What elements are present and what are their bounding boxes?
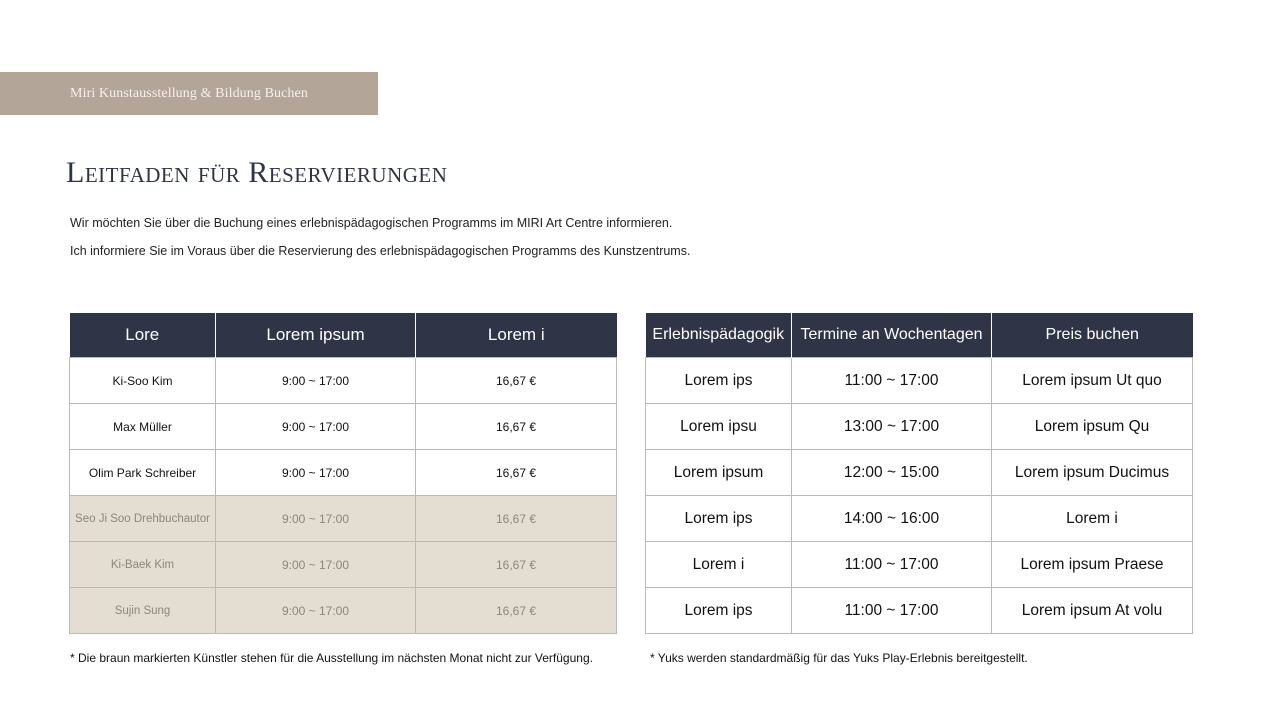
price-cell: Lorem ipsum Praese — [992, 542, 1193, 588]
table-row — [646, 542, 1193, 588]
artists-table-header — [70, 313, 617, 358]
price-cell: 16,67 € — [416, 496, 617, 542]
time-cell: 9:00 ~ 17:00 — [216, 496, 416, 542]
artist-name-cell: Seo Ji Soo Drehbuchautor — [70, 496, 216, 542]
price-cell: Lorem i — [992, 496, 1193, 542]
price-cell: 16,67 € — [416, 358, 617, 404]
time-cell: 11:00 ~ 17:00 — [792, 588, 992, 634]
artist-name-cell: Ki-Baek Kim — [70, 542, 216, 588]
time-cell: 9:00 ~ 17:00 — [216, 542, 416, 588]
artist-name-cell: Ki-Soo Kim — [70, 358, 216, 404]
table-row-unavailable — [70, 496, 617, 542]
table-row — [646, 404, 1193, 450]
table-row — [646, 358, 1193, 404]
program-table — [645, 313, 1193, 634]
program-cell: Lorem ipsum — [646, 450, 792, 496]
program-table-footnote: * Yuks werden standardmäßig für das Yuks Play-Erlebnis bereitgestellt. — [650, 651, 1028, 665]
column-header: Lore — [70, 313, 216, 358]
price-cell: Lorem ipsum Qu — [992, 404, 1193, 450]
price-cell: 16,67 € — [416, 404, 617, 450]
time-cell: 13:00 ~ 17:00 — [792, 404, 992, 450]
intro-line-1: Wir möchten Sie über die Buchung eines erlebnispädagogischen Programms im MIRI Art Centre informieren. — [70, 216, 673, 230]
table-row — [70, 450, 617, 496]
artist-name-cell: Max Müller — [70, 404, 216, 450]
page-title: Leitfaden für Reservierungen — [66, 156, 448, 189]
table-row — [70, 404, 617, 450]
price-cell: 16,67 € — [416, 588, 617, 634]
time-cell: 12:00 ~ 15:00 — [792, 450, 992, 496]
column-header: Erlebnispädagogik — [646, 313, 792, 358]
table-row — [646, 496, 1193, 542]
time-cell: 14:00 ~ 16:00 — [792, 496, 992, 542]
program-cell: Lorem ips — [646, 496, 792, 542]
time-cell: 9:00 ~ 17:00 — [216, 358, 416, 404]
time-cell: 11:00 ~ 17:00 — [792, 542, 992, 588]
program-table-header — [646, 313, 1193, 358]
table-row-unavailable — [70, 588, 617, 634]
artists-table-footnote: * Die braun markierten Künstler stehen für die Ausstellung im nächsten Monat nicht zur Verfügung. — [70, 651, 593, 665]
column-header: Lorem ipsum — [216, 313, 416, 358]
table-row — [646, 588, 1193, 634]
price-cell: Lorem ipsum Ducimus — [992, 450, 1193, 496]
column-header: Preis buchen — [992, 313, 1193, 358]
artists-table — [69, 313, 617, 634]
time-cell: 9:00 ~ 17:00 — [216, 404, 416, 450]
price-cell: Lorem ipsum Ut quo — [992, 358, 1193, 404]
banner-label: Miri Kunstausstellung & Bildung Buchen — [70, 85, 308, 101]
column-header: Termine an Wochentagen — [792, 313, 992, 358]
program-cell: Lorem ipsu — [646, 404, 792, 450]
table-row — [646, 450, 1193, 496]
table-row-unavailable — [70, 542, 617, 588]
program-cell: Lorem ips — [646, 588, 792, 634]
top-banner — [0, 72, 378, 115]
price-cell: 16,67 € — [416, 542, 617, 588]
time-cell: 11:00 ~ 17:00 — [792, 358, 992, 404]
table-row — [70, 358, 617, 404]
program-cell: Lorem ips — [646, 358, 792, 404]
artist-name-cell: Sujin Sung — [70, 588, 216, 634]
price-cell: 16,67 € — [416, 450, 617, 496]
artist-name-cell: Olim Park Schreiber — [70, 450, 216, 496]
intro-line-2: Ich informiere Sie im Voraus über die Reservierung des erlebnispädagogischen Programms des Kunstzentrums. — [70, 244, 691, 258]
column-header: Lorem i — [416, 313, 617, 358]
price-cell: Lorem ipsum At volu — [992, 588, 1193, 634]
time-cell: 9:00 ~ 17:00 — [216, 450, 416, 496]
time-cell: 9:00 ~ 17:00 — [216, 588, 416, 634]
program-cell: Lorem i — [646, 542, 792, 588]
